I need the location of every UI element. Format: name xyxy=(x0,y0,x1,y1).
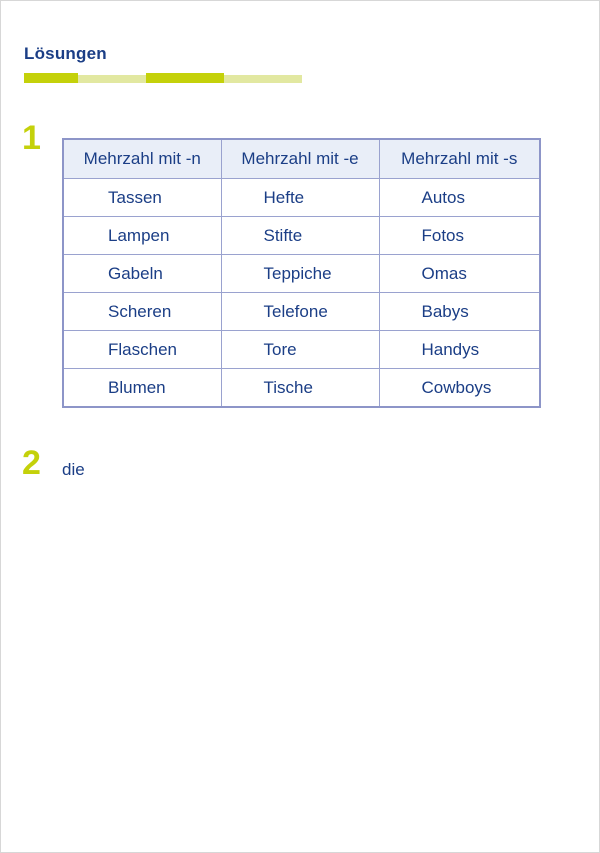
table-row xyxy=(63,255,540,293)
table-cell: Flaschen xyxy=(63,331,221,369)
table-row xyxy=(63,179,540,217)
table-cell: Tore xyxy=(221,331,379,369)
table-row xyxy=(63,293,540,331)
decorative-bar-segment xyxy=(224,75,302,83)
decorative-title-bar xyxy=(24,72,302,84)
column-header-e: Mehrzahl mit -e xyxy=(221,139,379,179)
table-cell: Blumen xyxy=(63,369,221,408)
decorative-bar-segment xyxy=(146,73,224,83)
decorative-bar-segment xyxy=(24,73,78,83)
column-header-s: Mehrzahl mit -s xyxy=(379,139,540,179)
table-cell: Scheren xyxy=(63,293,221,331)
task-number-2: 2 xyxy=(22,444,41,482)
task-number-1: 1 xyxy=(22,119,41,157)
table-row xyxy=(63,217,540,255)
column-header-n: Mehrzahl mit -n xyxy=(63,139,221,179)
table-cell: Cowboys xyxy=(379,369,540,408)
table-cell: Gabeln xyxy=(63,255,221,293)
table-cell: Tische xyxy=(221,369,379,408)
table-cell: Fotos xyxy=(379,217,540,255)
table-cell: Hefte xyxy=(221,179,379,217)
table-cell: Handys xyxy=(379,331,540,369)
table-header-row xyxy=(63,139,540,179)
decorative-bar-segment xyxy=(78,75,146,83)
table-cell: Babys xyxy=(379,293,540,331)
table-cell: Stifte xyxy=(221,217,379,255)
page-title: Lösungen xyxy=(24,44,107,63)
table-cell: Lampen xyxy=(63,217,221,255)
table-cell: Omas xyxy=(379,255,540,293)
table-cell: Telefone xyxy=(221,293,379,331)
table-cell: Autos xyxy=(379,179,540,217)
plural-forms-table xyxy=(62,138,541,408)
table-row xyxy=(63,369,540,408)
table-cell: Tassen xyxy=(63,179,221,217)
task-2-answer: die xyxy=(62,460,85,479)
table-cell: Teppiche xyxy=(221,255,379,293)
table-row xyxy=(63,331,540,369)
